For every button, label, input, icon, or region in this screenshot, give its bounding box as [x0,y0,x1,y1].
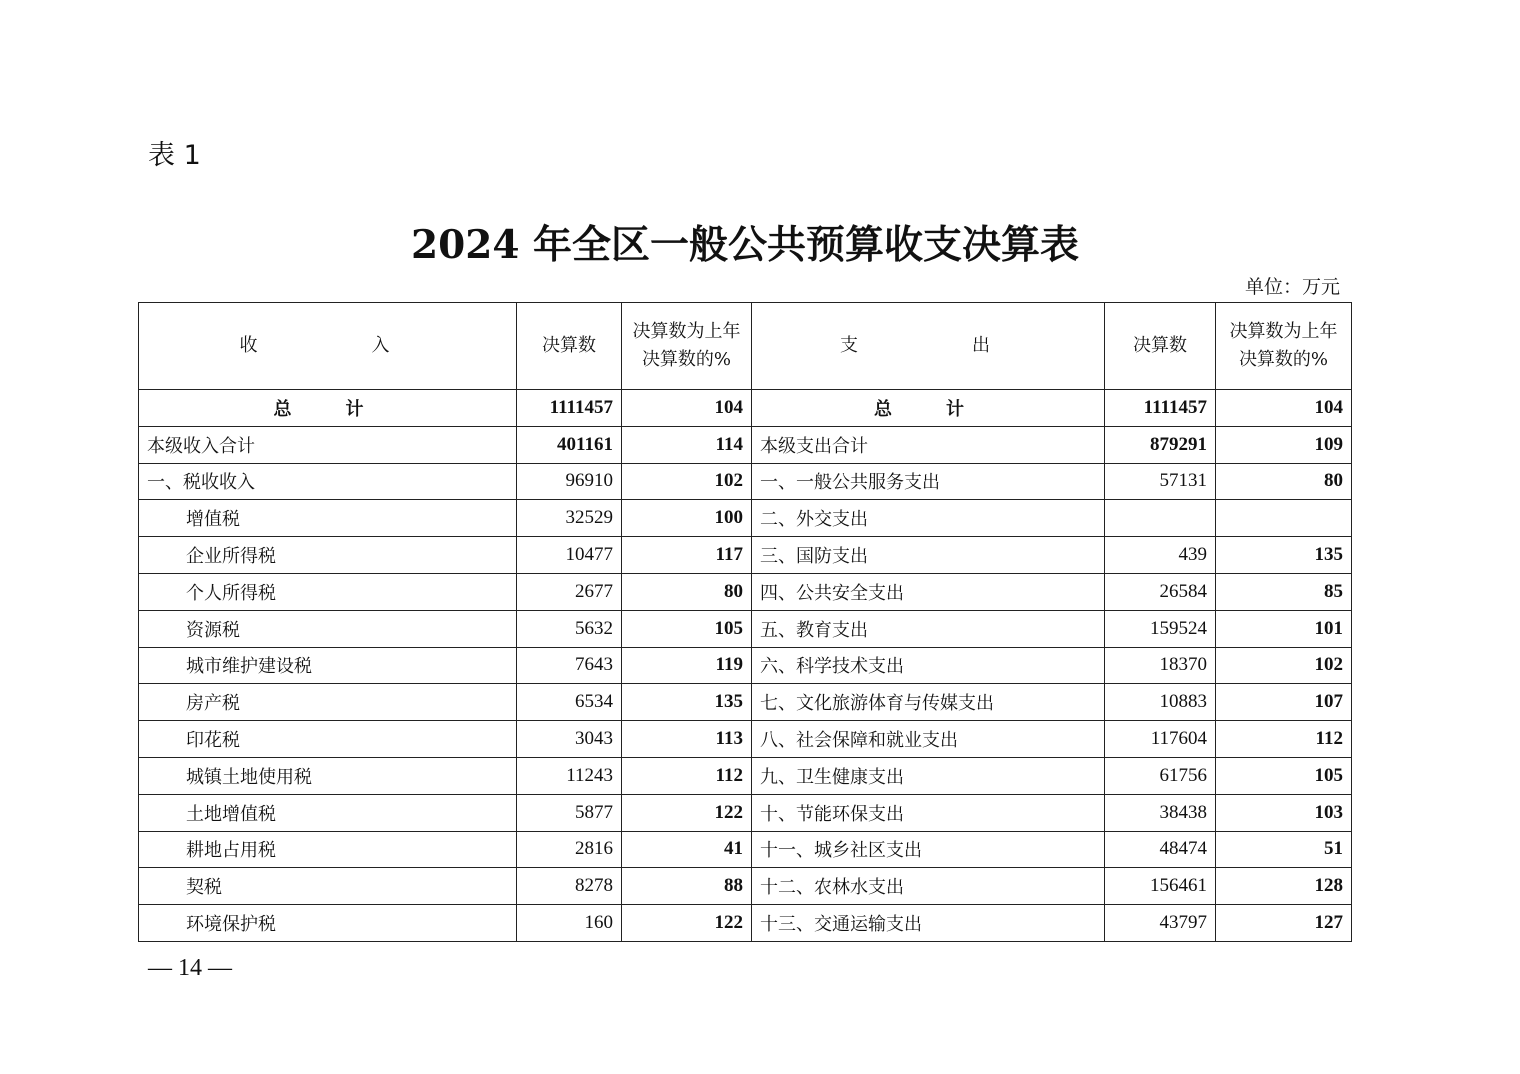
expense-pct-cell: 51 [1216,831,1352,868]
expense-pct-cell: 80 [1216,463,1352,500]
table-row [139,794,1352,831]
expense-amount-cell: 38438 [1105,794,1216,831]
income-label-cell: 个人所得税 [139,573,517,610]
income-label-cell: 环境保护税 [139,905,517,942]
page-number: — 14 — [148,955,232,981]
table-row [139,610,1352,647]
income-amount-cell: 6534 [517,684,622,721]
income-amount-cell: 96910 [517,463,622,500]
expense-label-cell: 十三、交通运输支出 [752,905,1105,942]
income-amount-cell: 7643 [517,647,622,684]
income-pct-cell: 135 [622,684,752,721]
income-pct-cell: 105 [622,610,752,647]
expense-label-cell: 二、外交支出 [752,500,1105,537]
income-label-cell: 一、税收收入 [139,463,517,500]
total-row [139,390,1352,427]
expense-amount-cell: 879291 [1105,426,1216,463]
income-label-cell: 耕地占用税 [139,831,517,868]
expense-amount-cell: 156461 [1105,868,1216,905]
header-income-amount: 决算数 [517,303,622,390]
income-amount-cell: 3043 [517,721,622,758]
header-expense-pct: 决算数为上年决算数的% [1216,303,1352,390]
expense-label-cell: 十一、城乡社区支出 [752,831,1105,868]
total-expense-amount: 1111457 [1105,390,1216,427]
expense-label-cell: 三、国防支出 [752,537,1105,574]
total-income-amount: 1111457 [517,390,622,427]
income-label-cell: 房产税 [139,684,517,721]
income-amount-cell: 10477 [517,537,622,574]
expense-label-cell: 五、教育支出 [752,610,1105,647]
income-amount-cell: 2816 [517,831,622,868]
income-pct-cell: 112 [622,757,752,794]
header-income-text: 收 入 [239,335,416,356]
expense-pct-cell: 85 [1216,573,1352,610]
income-amount-cell: 11243 [517,757,622,794]
expense-amount-cell: 10883 [1105,684,1216,721]
income-amount-cell: 5632 [517,610,622,647]
expense-label-cell: 八、社会保障和就业支出 [752,721,1105,758]
income-label-cell: 契税 [139,868,517,905]
expense-pct-cell: 109 [1216,426,1352,463]
table-row [139,463,1352,500]
income-amount-cell: 5877 [517,794,622,831]
expense-amount-cell [1105,500,1216,537]
expense-amount-cell: 439 [1105,537,1216,574]
table-row [139,831,1352,868]
expense-label-cell: 六、科学技术支出 [752,647,1105,684]
table-row [139,426,1352,463]
table-row [139,684,1352,721]
expense-amount-cell: 26584 [1105,573,1216,610]
table-body [139,390,1352,942]
total-income-label: 总 计 [139,390,517,427]
expense-label-cell: 十二、农林水支出 [752,868,1105,905]
income-pct-cell: 80 [622,573,752,610]
expense-amount-cell: 43797 [1105,905,1216,942]
expense-pct-cell: 103 [1216,794,1352,831]
expense-pct-cell: 107 [1216,684,1352,721]
budget-table [138,302,1352,942]
expense-pct-cell: 102 [1216,647,1352,684]
expense-pct-cell: 128 [1216,868,1352,905]
expense-pct-cell: 101 [1216,610,1352,647]
expense-amount-cell: 117604 [1105,721,1216,758]
income-amount-cell: 160 [517,905,622,942]
table-row [139,500,1352,537]
income-pct-cell: 41 [622,831,752,868]
header-expense-amount: 决算数 [1105,303,1216,390]
income-amount-cell: 2677 [517,573,622,610]
income-amount-cell: 401161 [517,426,622,463]
income-label-cell: 印花税 [139,721,517,758]
expense-label-cell: 七、文化旅游体育与传媒支出 [752,684,1105,721]
income-pct-cell: 113 [622,721,752,758]
table-row [139,721,1352,758]
income-label-cell: 资源税 [139,610,517,647]
income-label-cell: 城市维护建设税 [139,647,517,684]
income-pct-cell: 119 [622,647,752,684]
expense-pct-cell [1216,500,1352,537]
table-row [139,905,1352,942]
table-row [139,757,1352,794]
income-amount-cell: 8278 [517,868,622,905]
income-pct-cell: 88 [622,868,752,905]
income-pct-cell: 122 [622,794,752,831]
income-label-cell: 增值税 [139,500,517,537]
expense-amount-cell: 18370 [1105,647,1216,684]
unit-label: 单位：万元 [1244,277,1340,298]
table-row [139,537,1352,574]
header-income-pct: 决算数为上年决算数的% [622,303,752,390]
income-pct-cell: 100 [622,500,752,537]
table-header-row [139,303,1352,390]
table-row [139,573,1352,610]
income-pct-cell: 102 [622,463,752,500]
expense-amount-cell: 159524 [1105,610,1216,647]
total-income-pct: 104 [622,390,752,427]
header-income [139,303,517,390]
expense-amount-cell: 48474 [1105,831,1216,868]
income-label-cell: 城镇土地使用税 [139,757,517,794]
expense-label-cell: 一、一般公共服务支出 [752,463,1105,500]
expense-label-cell: 四、公共安全支出 [752,573,1105,610]
table-row [139,647,1352,684]
table-label: 表 1 [148,140,201,171]
table-row [139,868,1352,905]
income-pct-cell: 117 [622,537,752,574]
income-pct-cell: 114 [622,426,752,463]
header-expense-text: 支 出 [840,335,1016,356]
page-title: 2024 年全区一般公共预算收支决算表 [410,222,1080,268]
income-label-cell: 土地增值税 [139,794,517,831]
expense-label-cell: 十、节能环保支出 [752,794,1105,831]
total-expense-label: 总 计 [752,390,1105,427]
income-label-cell: 本级收入合计 [139,426,517,463]
income-pct-cell: 122 [622,905,752,942]
expense-pct-cell: 105 [1216,757,1352,794]
expense-pct-cell: 135 [1216,537,1352,574]
total-expense-pct: 104 [1216,390,1352,427]
header-expense [752,303,1105,390]
expense-label-cell: 本级支出合计 [752,426,1105,463]
expense-label-cell: 九、卫生健康支出 [752,757,1105,794]
expense-pct-cell: 127 [1216,905,1352,942]
income-label-cell: 企业所得税 [139,537,517,574]
expense-amount-cell: 61756 [1105,757,1216,794]
expense-amount-cell: 57131 [1105,463,1216,500]
expense-pct-cell: 112 [1216,721,1352,758]
income-amount-cell: 32529 [517,500,622,537]
